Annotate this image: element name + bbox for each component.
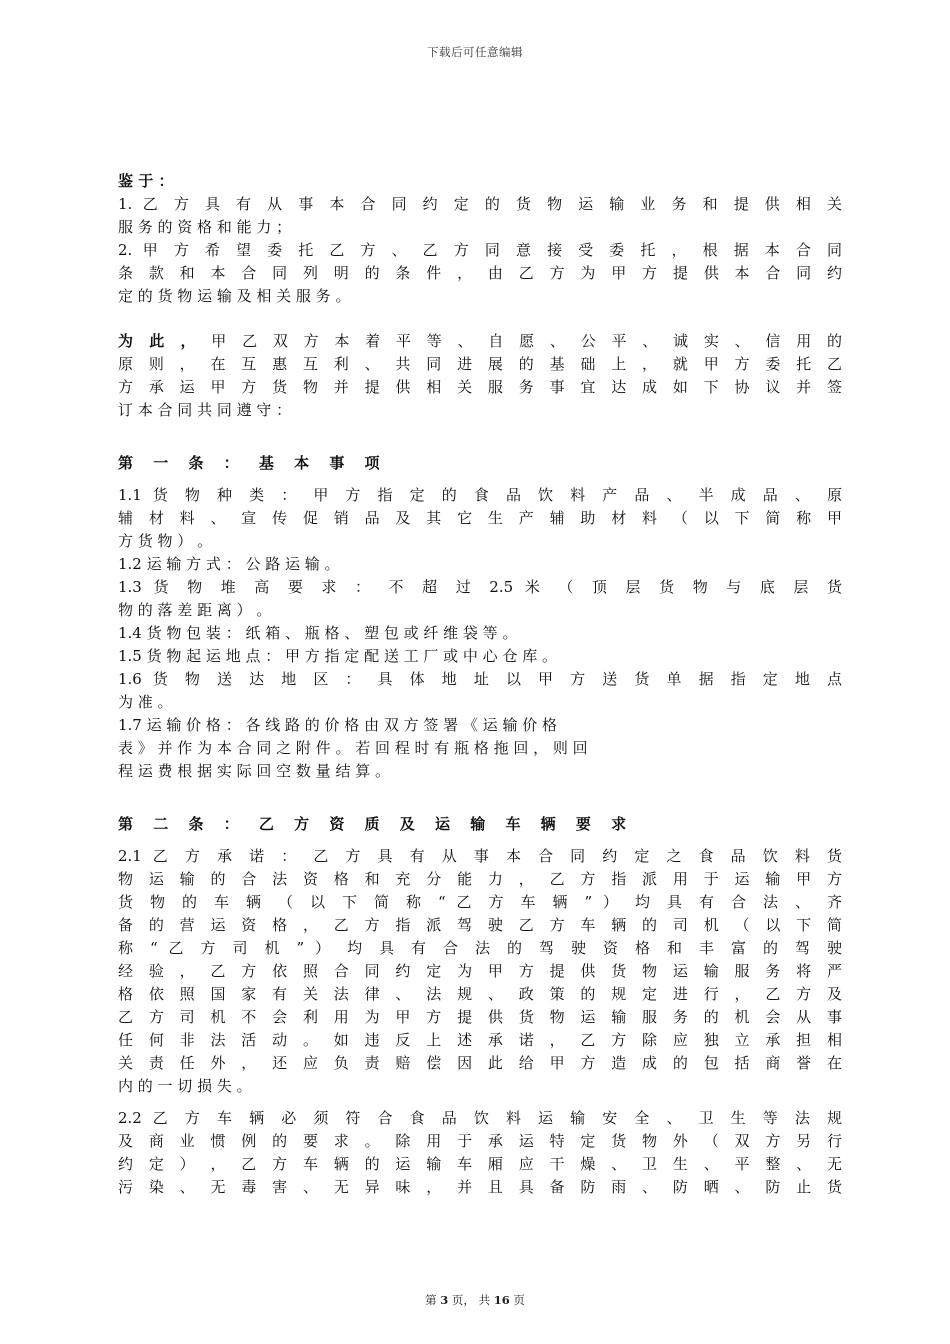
- preamble-line: 定 的 货 物 运 输 及 相 关 服 务 。: [118, 287, 351, 305]
- article1-line: 1.6 货 物 送 达 地 区 ： 具 体 地 址 以 甲 方 送 货 单 据 指 定 地 点: [118, 670, 842, 688]
- article1-line: 物 的 落 差 距 离 ） 。: [118, 601, 272, 619]
- article2-line: 备 的 营 运 资 格 ， 乙 方 指 派 驾 驶 乙 方 车 辆 的 司 机 （ 以 下 简: [118, 916, 842, 934]
- page-footer: [0, 1292, 950, 1308]
- article2-line: 2.1 乙 方 承 诺 ： 乙 方 具 有 从 事 本 合 同 约 定 之 食 品 饮 料 货: [118, 847, 842, 865]
- preamble-line: 2. 甲 方 希 望 委 托 乙 方 、 乙 方 同 意 接 受 委 托 ， 根 据 本 合 同: [118, 241, 842, 259]
- article2-line: 物 运 输 的 合 法 资 格 和 充 分 能 力 ， 乙 方 指 派 用 于 运 输 甲 方: [118, 870, 842, 888]
- preamble-line: 1. 乙 方 具 有 从 事 本 合 同 约 定 的 货 物 运 输 业 务 和 提 供 相 关: [118, 195, 842, 213]
- article1-line: 1.3 货 物 堆 高 要 求 ： 不 超 过 2.5 米 （ 顶 层 货 物 与 底 层 货: [118, 578, 842, 596]
- therefore-lead: 为 此 ，: [118, 332, 201, 350]
- article2-line: 污 染 、 无 毒 害 、 无 异 味 ， 并 且 具 备 防 雨 、 防 晒 、 防 止 货: [118, 1178, 842, 1196]
- page-header: 下载后可任意编辑: [427, 45, 523, 59]
- therefore-line: [118, 330, 842, 353]
- document-body: [118, 170, 842, 1199]
- article2-line: 2.2 乙 方 车 辆 必 须 符 合 食 品 饮 料 运 输 安 全 、 卫 生 等 法 规: [118, 1109, 842, 1127]
- article2-line: 关 责 任 外 ， 还 应 负 责 赔 偿 因 此 给 甲 方 造 成 的 包 括 商 誉 在: [118, 1054, 842, 1072]
- article2-line: 格 依 照 国 家 有 关 法 律 、 法 规 、 政 策 的 规 定 进 行 ， 乙 方 及: [118, 985, 842, 1003]
- article2-line: 称 “ 乙 方 司 机 ” ） 均 具 有 合 法 的 驾 驶 资 格 和 丰 富 的 驾 驶: [118, 939, 842, 957]
- article1-line: 方 货 物 ） 。: [118, 532, 213, 550]
- article1-line: 为 准 。: [118, 693, 173, 711]
- article2-line: 货 物 的 车 辆 （ 以 下 简 称 “ 乙 方 车 辆 ” ） 均 具 有 合 法 、 齐: [118, 893, 842, 911]
- therefore-text: 甲 乙 双 方 本 着 平 等 、 自 愿 、 公 平 、 诚 实 、 信 用 的: [211, 332, 842, 350]
- article2-line: 经 验 ， 乙 方 依 照 合 同 约 定 为 甲 方 提 供 货 物 运 输 服 务 将 严: [118, 962, 842, 980]
- therefore-line: 订 本 合 同 共 同 遵 守 ：: [118, 401, 292, 419]
- article1-title: 第 一 条 ： 基 本 事 项: [118, 454, 388, 472]
- article2-line: 约 定 ） ， 乙 方 车 辆 的 运 输 车 厢 应 干 燥 、 卫 生 、 平 整 、 无: [118, 1155, 842, 1173]
- article1-line: 1.5 货 物 起 运 地 点 ： 甲 方 指 定 配 送 工 厂 或 中 心 仓 库 。: [118, 647, 557, 665]
- article1-line: 1.4 货 物 包 装 ： 纸 箱 、 瓶 格 、 塑 包 或 纤 维 袋 等 。: [118, 624, 518, 642]
- preamble-line: 服 务 的 资 格 和 能 力 ；: [118, 218, 292, 236]
- article2-line: 乙 方 司 机 不 会 利 用 为 甲 方 提 供 货 物 运 输 服 务 的 机 会 从 事: [118, 1008, 842, 1026]
- preamble-title: 鉴 于 ：: [118, 172, 174, 190]
- footer-suffix: 页: [509, 1293, 525, 1307]
- article2-line: 任 何 非 法 活 动 。 如 违 反 上 述 承 诺 ， 乙 方 除 应 独 立 承 担 相: [118, 1031, 842, 1049]
- article1-line: 1.2 运 输 方 式 ： 公 路 运 输 。: [118, 555, 340, 573]
- footer-total-pages: 16: [493, 1293, 510, 1307]
- footer-page-number: 3: [440, 1293, 449, 1307]
- article2-line: 内 的 一 切 损 失 。: [118, 1077, 252, 1095]
- article2-line: 及 商 业 惯 例 的 要 求 。 除 用 于 承 运 特 定 货 物 外 （ 双 方 另 行: [118, 1132, 842, 1150]
- article1-line: 程 运 费 根 据 实 际 回 空 数 量 结 算 。: [118, 762, 390, 780]
- preamble-line: 条 款 和 本 合 同 列 明 的 条 件 ， 由 乙 方 为 甲 方 提 供 本 合 同 约: [118, 264, 842, 282]
- therefore-line: 原 则 ， 在 互 惠 互 利 、 共 同 进 展 的 基 础 上 ， 就 甲 方 委 托 乙: [118, 355, 842, 373]
- article2-title: 第 二 条 ： 乙 方 资 质 及 运 输 车 辆 要 求: [118, 815, 634, 833]
- article1-line: 表 》 并 作 为 本 合 同 之 附 件 。 若 回 程 时 有 瓶 格 拖 回 ， 则 回: [118, 739, 588, 757]
- article1-line: 1.1 货 物 种 类 ： 甲 方 指 定 的 食 品 饮 料 产 品 、 半 成 品 、 原: [118, 486, 842, 504]
- therefore-line: 方 承 运 甲 方 货 物 并 提 供 相 关 服 务 事 宜 达 成 如 下 协 议 并 签: [118, 378, 842, 396]
- article1-line: 1.7 运 输 价 格 ： 各 线 路 的 价 格 由 双 方 签 署 《 运 输 价 格: [118, 716, 557, 734]
- footer-prefix: 第: [425, 1293, 441, 1307]
- footer-mid: 页， 共: [448, 1293, 494, 1307]
- article1-line: 辅 材 料 、 宣 传 促 销 品 及 其 它 生 产 辅 助 材 料 （ 以 下 简 称 甲: [118, 509, 842, 527]
